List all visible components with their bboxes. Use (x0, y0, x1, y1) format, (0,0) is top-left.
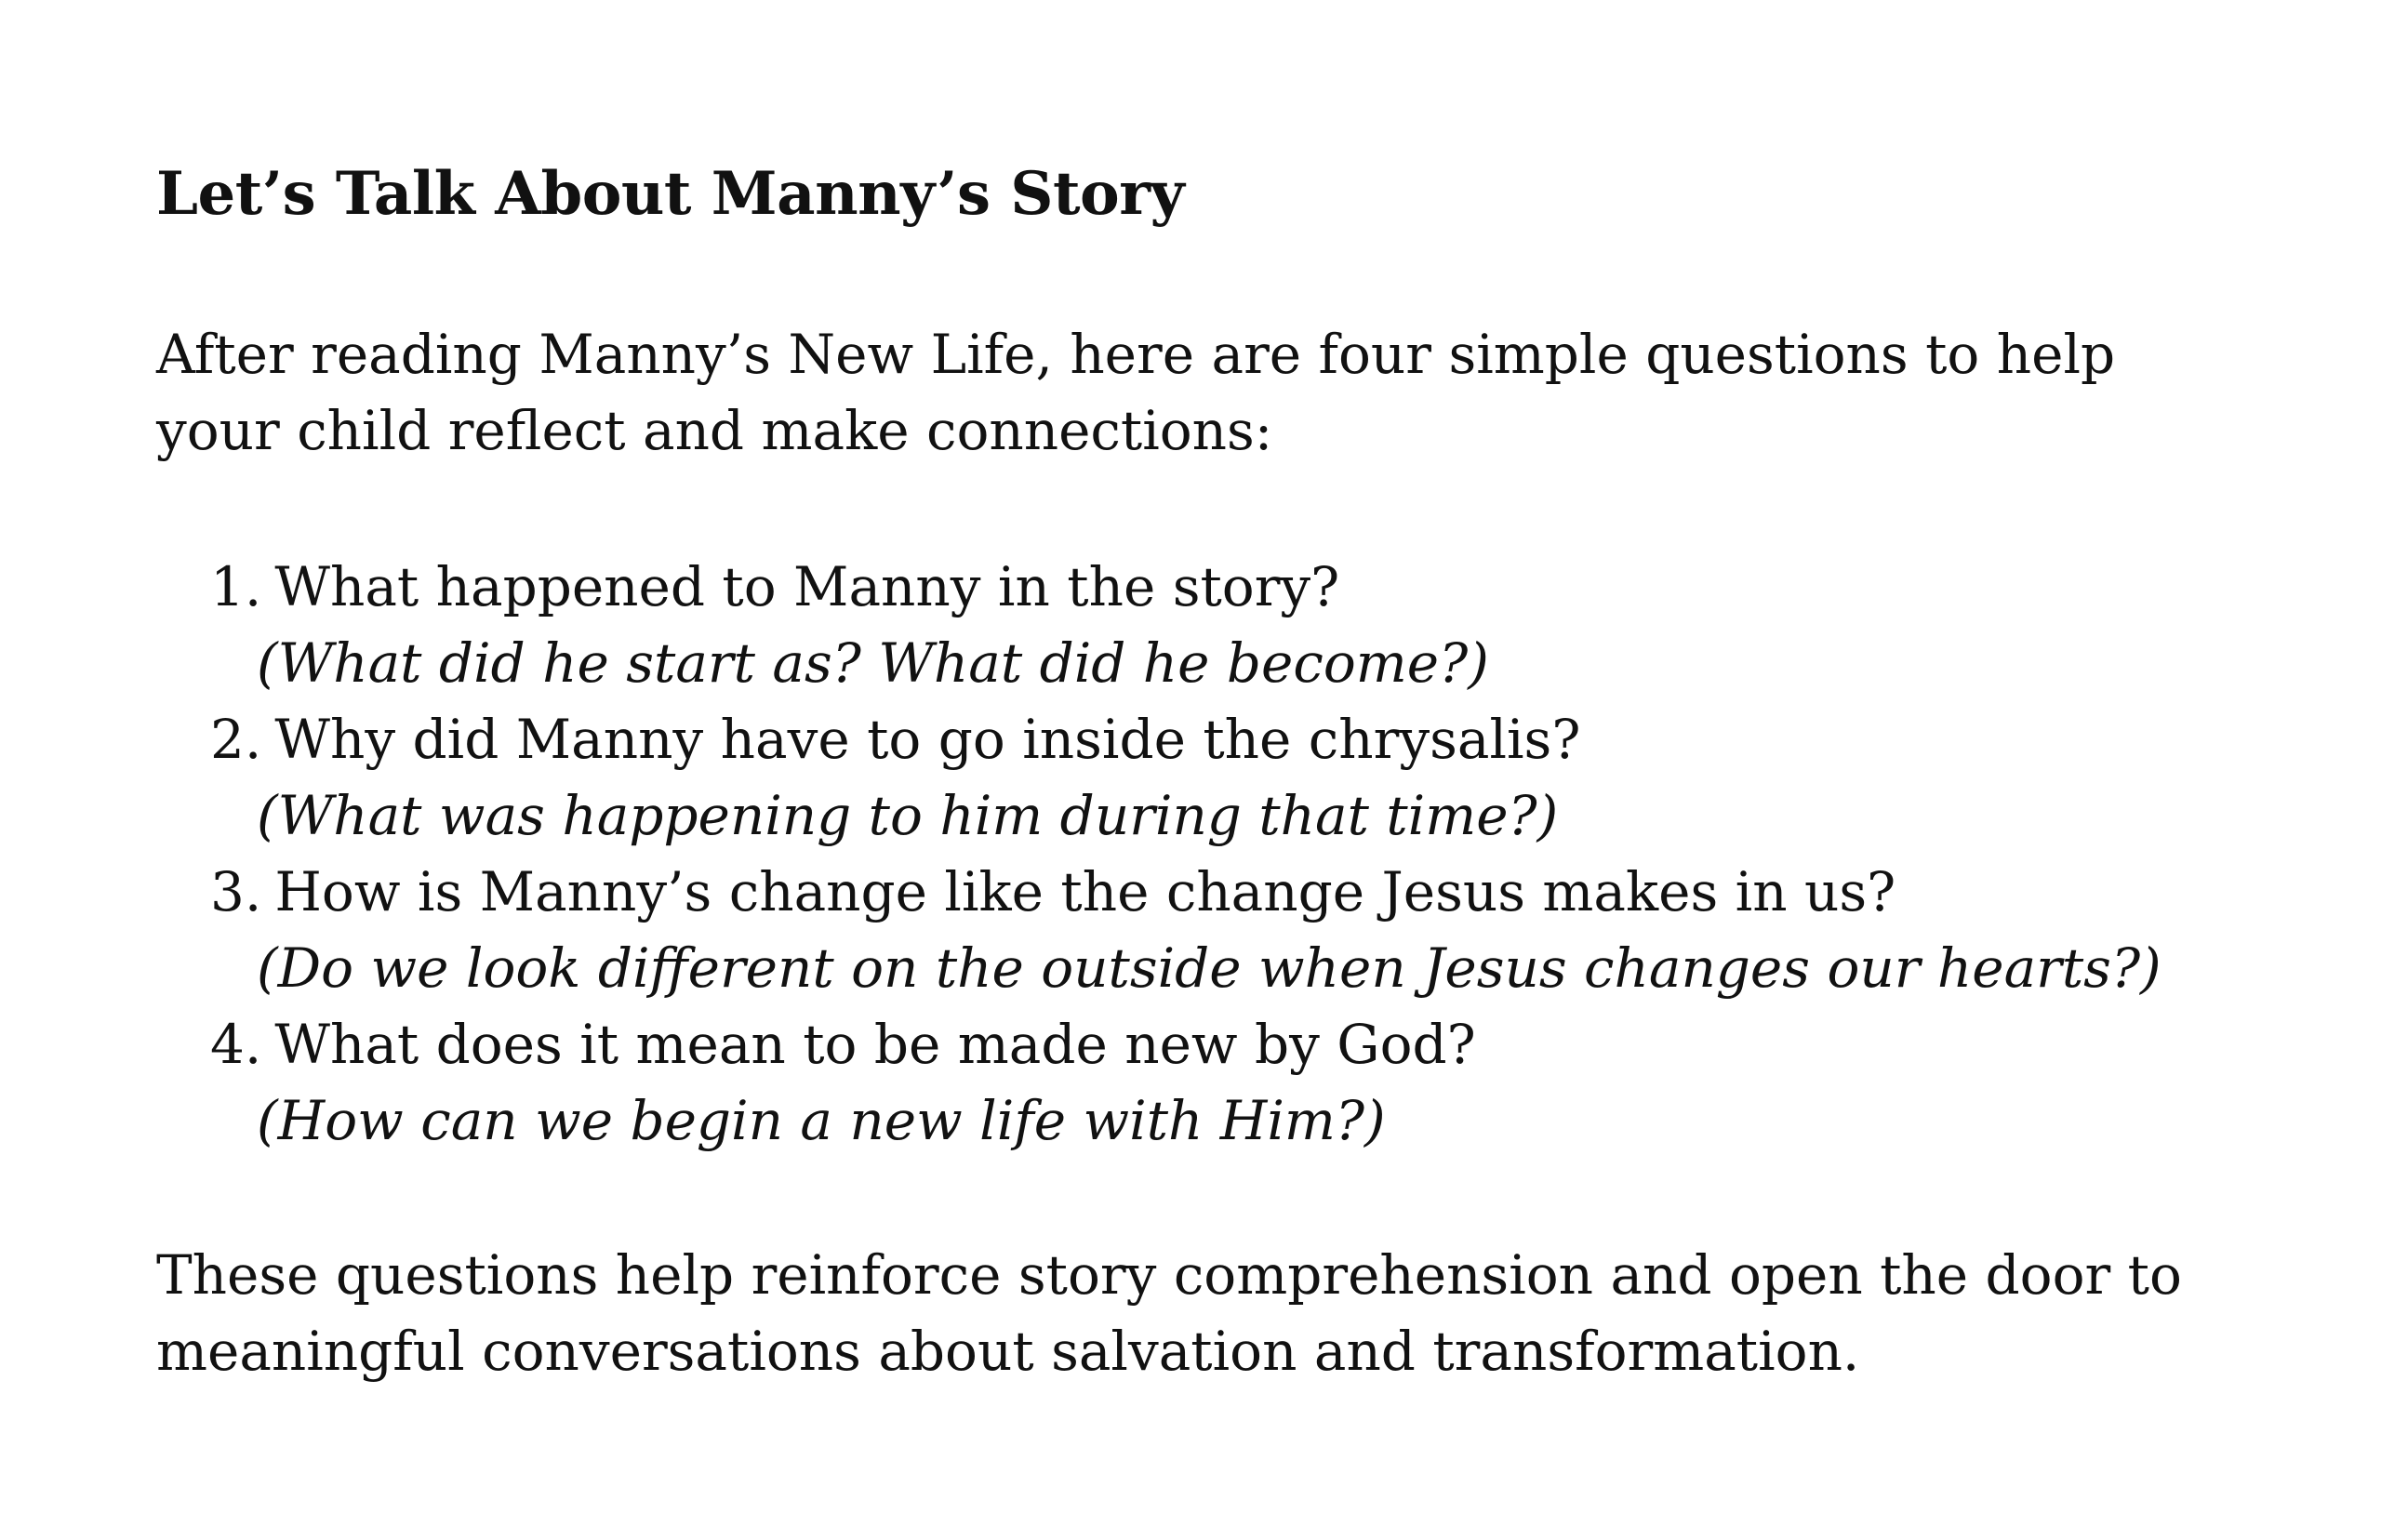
question-text: Why did Manny have to go inside the chrysalis? (274, 708, 1581, 771)
question-text: What does it mean to be made new by God? (274, 1013, 1476, 1076)
question-hint: (How can we begin a new life with Him?) (257, 1089, 1386, 1152)
page-title: Let’s Talk About Manny’s Story (156, 159, 1185, 229)
question-hint: (What did he start as? What did he become?) (257, 631, 1489, 695)
closing-paragraph: These questions help reinforce story comprehension and open the door to meaningful conversations about salvation and transformation. (156, 1243, 2182, 1383)
question-text: How is Manny’s change like the change Jesus makes in us? (274, 860, 1896, 923)
question-number: 3. (210, 860, 262, 923)
list-item (210, 854, 2162, 1006)
list-item (210, 549, 2162, 701)
question-hint: (What was happening to him during that time?) (257, 784, 1559, 847)
list-item (210, 701, 2162, 854)
question-text: What happened to Manny in the story? (274, 555, 1340, 618)
question-hint: (Do we look different on the outside when Jesus changes our hearts?) (257, 936, 2162, 1000)
question-number: 1. (210, 555, 262, 618)
question-number: 2. (210, 708, 262, 771)
list-item (210, 1006, 2162, 1159)
question-list (210, 549, 2162, 1159)
intro-paragraph: After reading Manny’s New Life, here are four simple questions to help your child reflect and make connections: (156, 323, 2116, 462)
question-number: 4. (210, 1013, 262, 1076)
